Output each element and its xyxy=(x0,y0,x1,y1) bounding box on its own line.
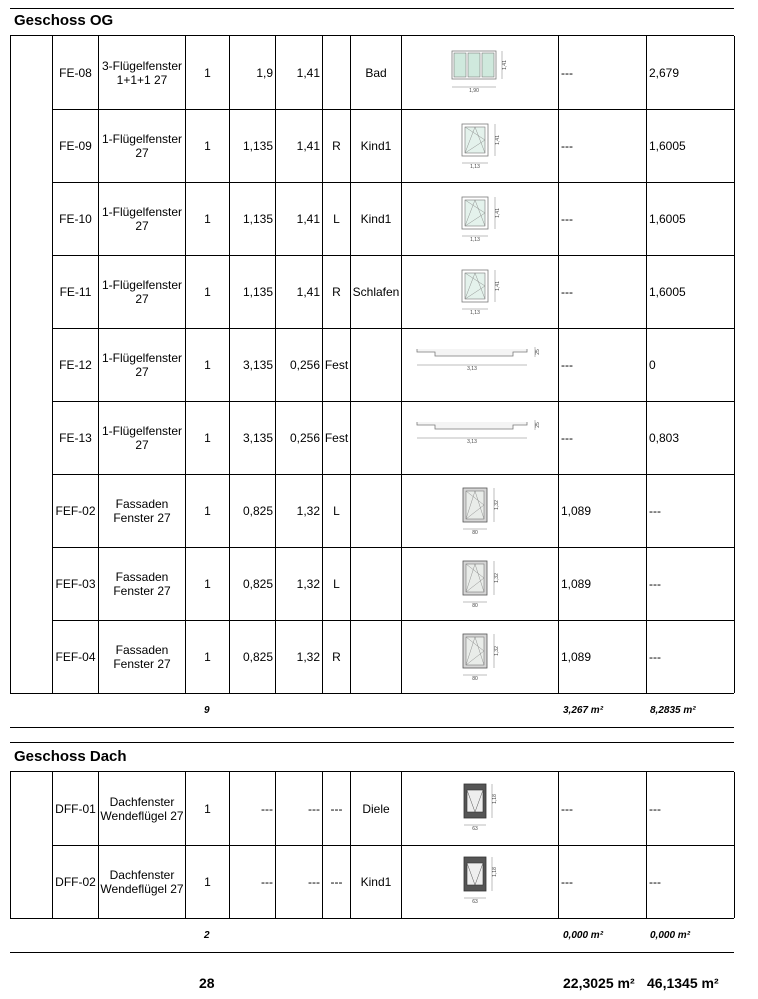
cell-qty: 1 xyxy=(204,503,211,518)
cell-code: FE-08 xyxy=(59,65,92,80)
cell-width: --- xyxy=(261,801,273,816)
cell-dir: L xyxy=(333,211,340,226)
cell-room: Kind1 xyxy=(360,138,392,153)
cell-area1: --- xyxy=(561,357,573,372)
cell-width: 0,825 xyxy=(242,649,273,664)
cell-room: Kind1 xyxy=(360,211,392,226)
cell-area1: 1,089 xyxy=(561,649,592,664)
strip-window-drawing xyxy=(405,337,555,397)
cell-area2: 1,6005 xyxy=(649,211,686,226)
cell-room: Schlafen xyxy=(352,284,400,299)
total-area2: 46,1345 m² xyxy=(647,975,719,991)
cell-qty: 1 xyxy=(204,430,211,445)
cell-qty: 1 xyxy=(204,649,211,664)
dimension-height-label: 1,18 xyxy=(492,866,498,877)
strip-window-drawing xyxy=(405,410,555,470)
dimension-height-label: 1,32 xyxy=(494,499,500,510)
cell-type: 3-Flügelfenster 1+1+1 27 xyxy=(101,58,183,87)
dimension-height-label: 1,41 xyxy=(502,59,508,70)
dimension-width-label: 1,13 xyxy=(470,309,480,316)
cell-dir: L xyxy=(333,576,340,591)
cell-area1: --- xyxy=(561,65,573,80)
section-title-og: Geschoss OG xyxy=(14,12,114,29)
cell-code: FEF-03 xyxy=(55,576,96,591)
og-sum-qty: 9 xyxy=(204,705,210,716)
cell-area2: --- xyxy=(649,874,661,889)
cell-width: 1,135 xyxy=(242,211,273,226)
cell-qty: 1 xyxy=(204,576,211,591)
cell-code: FEF-02 xyxy=(55,503,96,518)
cell-code: FE-13 xyxy=(59,430,92,445)
dach-top-rule-2 xyxy=(10,742,734,743)
dimension-width-label: 80 xyxy=(472,529,478,536)
cell-width: 3,135 xyxy=(242,357,273,372)
cell-height: 0,256 xyxy=(289,357,320,372)
cell-dir: Fest xyxy=(324,357,349,372)
dach-sum-area2: 0,000 m² xyxy=(650,930,691,941)
window-drawing-cell xyxy=(402,845,558,918)
window-drawing-cell xyxy=(402,401,558,474)
window-drawing-cell xyxy=(402,474,558,547)
total-rule xyxy=(10,952,734,953)
cell-dir xyxy=(323,36,350,109)
cell-qty: 1 xyxy=(204,357,211,372)
dimension-width-label: 1,13 xyxy=(470,163,480,170)
dimension-width-label: 63 xyxy=(472,825,478,832)
total-qty: 28 xyxy=(199,975,215,991)
cell-type: 1-Flügelfenster 27 xyxy=(101,350,183,379)
cell-area2: 2,679 xyxy=(649,65,680,80)
single-window-drawing xyxy=(405,191,555,251)
cell-area2: 0,803 xyxy=(649,430,680,445)
cell-height: 1,32 xyxy=(296,576,320,591)
cell-dir: Fest xyxy=(324,430,349,445)
cell-qty: 1 xyxy=(204,211,211,226)
cell-area2: --- xyxy=(649,576,661,591)
cell-width: 3,135 xyxy=(242,430,273,445)
cell-area2: 1,6005 xyxy=(649,138,686,153)
cell-type: Dachfenster Wendeflügel 27 xyxy=(100,867,184,896)
single-window-drawing xyxy=(405,118,555,178)
cell-code: FE-11 xyxy=(59,284,92,299)
cell-height: 1,41 xyxy=(296,211,320,226)
cell-qty: 1 xyxy=(204,65,211,80)
og-sum-area2: 8,2835 m² xyxy=(650,705,696,716)
triple-window-drawing xyxy=(405,45,555,105)
cell-code: FE-09 xyxy=(59,138,92,153)
cell-dir: --- xyxy=(330,874,343,889)
window-drawing-cell xyxy=(402,772,558,845)
dimension-height-label: 1,32 xyxy=(494,645,500,656)
cell-code: FEF-04 xyxy=(55,649,96,664)
cell-qty: 1 xyxy=(204,874,211,889)
cell-type: Dachfenster Wendeflügel 27 xyxy=(100,794,184,823)
dimension-height-label: 1,18 xyxy=(492,793,498,804)
cell-area1: --- xyxy=(561,801,573,816)
cell-room xyxy=(351,474,401,547)
cell-type: 1-Flügelfenster 27 xyxy=(101,131,183,160)
cell-qty: 1 xyxy=(204,138,211,153)
dimension-width-label: 1,90 xyxy=(469,87,479,94)
dach-sum-area1: 0,000 m² xyxy=(563,930,604,941)
cell-qty: 1 xyxy=(204,801,211,816)
dimension-height-label: 1,41 xyxy=(495,280,501,291)
window-drawing-cell xyxy=(402,255,558,328)
cell-type: 1-Flügelfenster 27 xyxy=(101,204,183,233)
cell-area2: --- xyxy=(649,801,661,816)
cell-type: Fassaden Fenster 27 xyxy=(113,496,171,525)
dimension-width-label: 80 xyxy=(472,602,478,609)
cell-width: 0,825 xyxy=(242,576,273,591)
dimension-height-label: 1,32 xyxy=(494,572,500,583)
roof-window-drawing xyxy=(405,854,555,914)
cell-height: 0,256 xyxy=(289,430,320,445)
cell-room: Bad xyxy=(365,65,387,80)
cell-area2: 0 xyxy=(649,357,656,372)
window-drawing-cell xyxy=(402,109,558,182)
cell-code: FE-10 xyxy=(59,211,92,226)
dimension-height-label: 1,41 xyxy=(495,207,501,218)
cell-area1: 1,089 xyxy=(561,576,592,591)
cell-height: 1,41 xyxy=(296,284,320,299)
cell-room xyxy=(351,620,401,693)
cell-width: 1,135 xyxy=(242,138,273,153)
facade-window-drawing xyxy=(405,483,555,543)
cell-qty: 1 xyxy=(204,284,211,299)
window-drawing-cell xyxy=(402,620,558,693)
cell-code: DFF-02 xyxy=(55,874,96,889)
dimension-width-label: 3,13 xyxy=(467,365,477,372)
cell-width: --- xyxy=(261,874,273,889)
facade-window-drawing xyxy=(405,629,555,689)
dimension-width-label: 63 xyxy=(472,898,478,905)
cell-type: Fassaden Fenster 27 xyxy=(113,642,171,671)
cell-dir: --- xyxy=(330,801,343,816)
cell-room xyxy=(351,328,401,401)
window-drawing-cell xyxy=(402,328,558,401)
og-sum-area1: 3,267 m² xyxy=(563,705,604,716)
cell-height: 1,41 xyxy=(296,138,320,153)
cell-width: 1,135 xyxy=(242,284,273,299)
window-drawing-cell xyxy=(402,547,558,620)
section-title-dach: Geschoss Dach xyxy=(14,748,127,765)
og-top-rule xyxy=(10,8,734,9)
cell-code: DFF-01 xyxy=(55,801,96,816)
cell-dir: R xyxy=(332,284,341,299)
row-divider xyxy=(10,918,734,919)
column-divider xyxy=(10,36,11,693)
cell-area1: --- xyxy=(561,284,573,299)
cell-area1: 1,089 xyxy=(561,503,592,518)
window-drawing-cell xyxy=(402,182,558,255)
single-window-drawing xyxy=(405,264,555,324)
cell-width: 0,825 xyxy=(242,503,273,518)
cell-width: 1,9 xyxy=(256,65,273,80)
cell-height: 1,41 xyxy=(296,65,320,80)
cell-area1: --- xyxy=(561,138,573,153)
cell-dir: L xyxy=(333,503,340,518)
column-divider xyxy=(734,772,735,918)
column-divider xyxy=(734,36,735,693)
cell-area1: --- xyxy=(561,874,573,889)
cell-height: --- xyxy=(308,801,320,816)
dach-sum-qty: 2 xyxy=(204,930,210,941)
cell-area1: --- xyxy=(561,211,573,226)
cell-code: FE-12 xyxy=(59,357,92,372)
roof-window-drawing xyxy=(405,781,555,841)
cell-height: --- xyxy=(308,874,320,889)
cell-height: 1,32 xyxy=(296,503,320,518)
cell-area2: --- xyxy=(649,649,661,664)
dimension-height-label: 25 xyxy=(535,421,541,428)
dach-top-rule-1 xyxy=(10,727,734,728)
cell-height: 1,32 xyxy=(296,649,320,664)
cell-room xyxy=(351,547,401,620)
column-divider xyxy=(10,772,11,918)
cell-dir: R xyxy=(332,138,341,153)
dimension-height-label: 25 xyxy=(535,348,541,355)
total-area1: 22,3025 m² xyxy=(563,975,635,991)
dimension-width-label: 3,13 xyxy=(467,438,477,445)
cell-room: Kind1 xyxy=(360,874,392,889)
facade-window-drawing xyxy=(405,556,555,616)
dimension-width-label: 1,13 xyxy=(470,236,480,243)
cell-type: 1-Flügelfenster 27 xyxy=(101,423,183,452)
cell-type: 1-Flügelfenster 27 xyxy=(101,277,183,306)
row-divider xyxy=(10,693,734,694)
window-drawing-cell xyxy=(402,36,558,109)
cell-room: Diele xyxy=(362,801,390,816)
cell-area2: --- xyxy=(649,503,661,518)
cell-room xyxy=(351,401,401,474)
cell-dir: R xyxy=(332,649,341,664)
cell-area1: --- xyxy=(561,430,573,445)
dimension-width-label: 80 xyxy=(472,675,478,682)
cell-area2: 1,6005 xyxy=(649,284,686,299)
dimension-height-label: 1,41 xyxy=(495,134,501,145)
cell-type: Fassaden Fenster 27 xyxy=(113,569,171,598)
